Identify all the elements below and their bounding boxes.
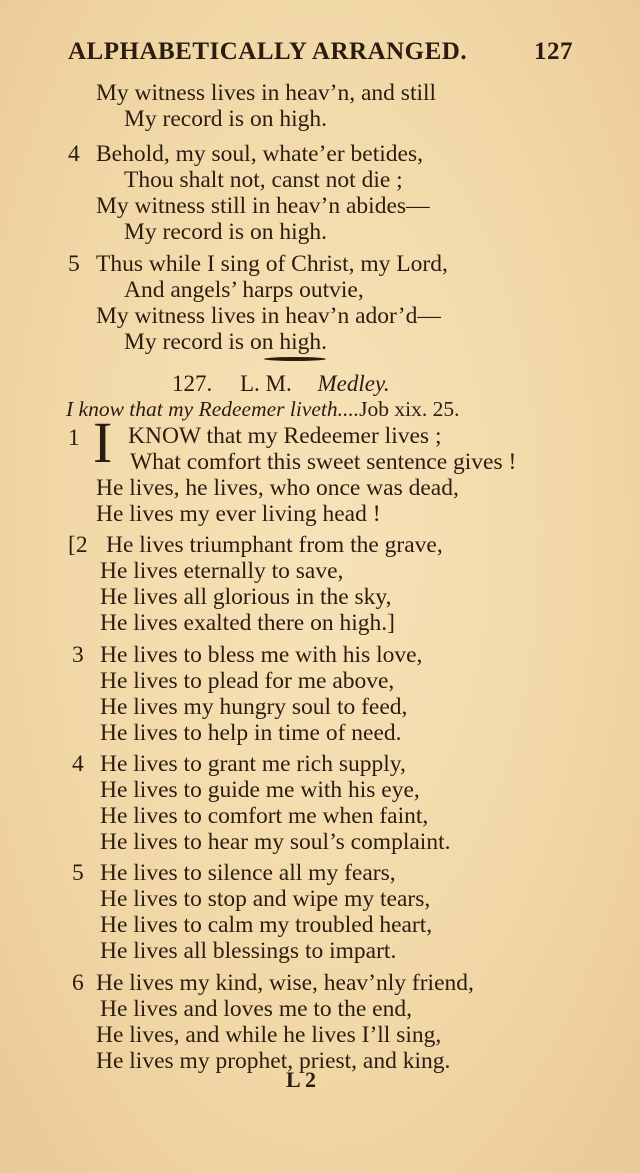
verse-line: He lives to guide me with his eye,	[100, 777, 420, 803]
verse-line: My witness lives in heav’n ador’d—	[96, 303, 441, 329]
verse-line: My record is on high.	[124, 329, 327, 355]
verse-line: Behold, my soul, whate’er betides,	[96, 141, 423, 167]
verse-line: He lives to help in time of need.	[100, 720, 402, 746]
verse-line: He lives triumphant from the grave,	[106, 532, 443, 558]
verse-number: 3	[72, 642, 84, 668]
verse-line: KNOW that my Redeemer lives ;	[128, 423, 442, 449]
verse-line: He lives all blessings to impart.	[100, 938, 397, 964]
hymn-number: 127.	[172, 371, 213, 396]
verse-line: He lives to calm my troubled heart,	[100, 912, 433, 938]
verse-line: He lives exalted there on high.]	[100, 610, 395, 636]
running-header	[68, 38, 573, 66]
verse-line: He lives to comfort me when faint,	[100, 803, 429, 829]
verse-line: He lives to stop and wipe my tears,	[100, 886, 431, 912]
verse-line: And angels’ harps outvie,	[124, 277, 364, 303]
verse-line: He lives to plead for me above,	[100, 668, 395, 694]
verse-line: My witness lives in heav’n, and still	[96, 80, 437, 106]
verse-line: He lives all glorious in the sky,	[100, 584, 392, 610]
verse-line: Thou shalt not, canst not die ;	[124, 167, 403, 193]
verse-line: He lives my prophet, priest, and king.	[96, 1048, 451, 1074]
verse-number: 6	[72, 970, 84, 996]
scripture-reference	[66, 397, 459, 422]
verse-line: My record is on high.	[124, 106, 327, 132]
verse-line: He lives eternally to save,	[100, 558, 344, 584]
verse-number: 5	[72, 860, 84, 886]
drop-cap: I	[93, 410, 113, 475]
scripture-text: I know that my Redeemer liveth....	[66, 397, 360, 421]
scripture-citation: Job xix. 25.	[359, 397, 460, 421]
verse-line: He lives to hear my soul’s complaint.	[100, 829, 451, 855]
verse-line: He lives to silence all my fears,	[100, 860, 396, 886]
verse-number: 4	[68, 141, 80, 167]
hymn-tune: Medley.	[317, 371, 390, 396]
verse-number: [2	[68, 532, 88, 558]
verse-line: Thus while I sing of Christ, my Lord,	[96, 251, 448, 277]
verse-line: He lives and loves me to the end,	[100, 996, 412, 1022]
section-divider	[264, 357, 326, 361]
verse-number: 5	[68, 251, 80, 277]
verse-number: 4	[72, 751, 84, 777]
verse-line: He lives, he lives, who once was dead,	[96, 475, 459, 501]
signature-mark: L 2	[286, 1067, 316, 1092]
verse-line: My record is on high.	[124, 219, 327, 245]
verse-line: My witness still in heav’n abides—	[96, 193, 430, 219]
hymn-meter: L. M.	[240, 371, 292, 396]
verse-line: He lives to bless me with his love,	[100, 642, 423, 668]
page-number: 127	[534, 38, 573, 65]
verse-line: He lives, and while he lives I’ll sing,	[96, 1022, 442, 1048]
hymn-title	[172, 371, 390, 397]
verse-line: He lives my hungry soul to feed,	[100, 694, 408, 720]
verse-line: He lives my kind, wise, heav’nly friend,	[96, 970, 474, 996]
verse-line: He lives my ever living head !	[96, 501, 381, 527]
running-title: ALPHABETICALLY ARRANGED.	[68, 38, 468, 65]
verse-line: He lives to grant me rich supply,	[100, 751, 406, 777]
verse-line: What comfort this sweet sentence gives !	[130, 449, 517, 475]
verse-number: 1	[68, 425, 80, 451]
